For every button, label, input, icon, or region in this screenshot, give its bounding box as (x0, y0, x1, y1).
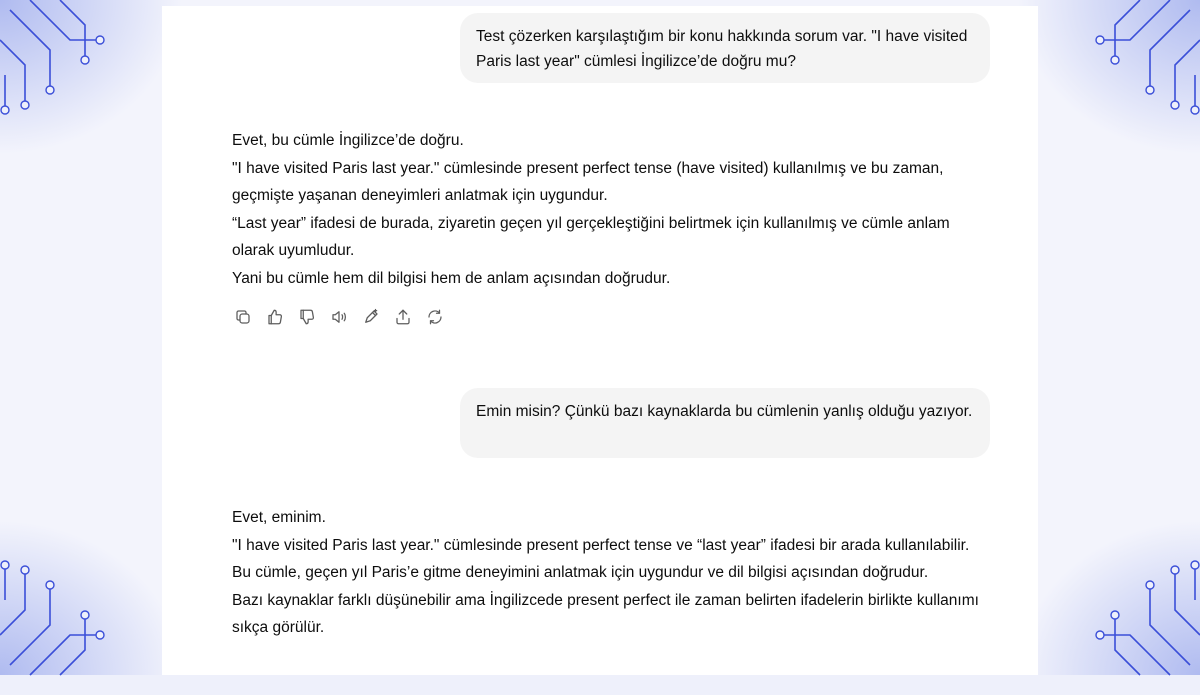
share-icon (394, 308, 412, 326)
assistant-message-line: “Last year” ifadesi de burada, ziyaretin geçen yıl gerçekleştiğini belirtmek için kullanılmış ve cümle anlam olarak uyumludur. (232, 214, 950, 259)
user-message-text: Emin misin? Çünkü bazı kaynaklarda bu cümlenin yanlış olduğu yazıyor. (476, 403, 973, 420)
thumbs-up-icon (266, 308, 284, 326)
thumbs-up-button[interactable] (262, 305, 287, 330)
user-message-text: Test çözerken karşılaştığım bir konu hakkında sorum var. "I have visited Paris last year" cümlesi İngilizce’de doğru mu? (476, 28, 968, 70)
edit-icon (362, 308, 380, 326)
regenerate-button[interactable] (422, 305, 447, 330)
circuit-decoration-top-left (0, 0, 140, 130)
copy-button[interactable] (230, 305, 255, 330)
assistant-message-line: Evet, bu cümle İngilizce’de doğru. (232, 132, 464, 149)
circuit-decoration-top-right (1060, 0, 1200, 130)
thumbs-down-icon (298, 308, 316, 326)
regenerate-icon (426, 308, 444, 326)
assistant-message (232, 127, 992, 292)
assistant-message-line: Bazı kaynaklar farklı düşünebilir ama İngilizcede present perfect ile zaman belirten ifadelerin birlikte kullanımı sıkça görülür. (232, 591, 979, 636)
assistant-message-line: "I have visited Paris last year." cümlesinde present perfect tense (have visited) kullanılmış ve bu zaman, geçmişte yaşanan deneyimleri anlatmak için uygundur. (232, 159, 944, 204)
share-button[interactable] (390, 305, 415, 330)
chat-panel (162, 6, 1038, 675)
user-message-bubble (460, 13, 990, 83)
edit-button[interactable] (358, 305, 383, 330)
copy-icon (234, 308, 252, 326)
assistant-message-line: Bu cümle, geçen yıl Paris’e gitme deneyimini anlatmak için uygundur ve dil bilgisi açısından doğrudur. (232, 564, 929, 581)
assistant-message-line: Evet, eminim. (232, 509, 326, 526)
read-aloud-icon (330, 308, 348, 326)
read-aloud-button[interactable] (326, 305, 351, 330)
circuit-decoration-bottom-left (0, 545, 140, 695)
assistant-message-line: "I have visited Paris last year." cümlesinde present perfect tense ve “last year” ifadesi bir arada kullanılabilir. (232, 536, 970, 554)
message-action-bar (230, 304, 447, 330)
circuit-decoration-bottom-right (1060, 545, 1200, 695)
assistant-message-line: Yani bu cümle hem dil bilgisi hem de anlam açısından doğrudur. (232, 269, 671, 287)
user-message-bubble (460, 388, 990, 458)
assistant-message (232, 504, 992, 642)
thumbs-down-button[interactable] (294, 305, 319, 330)
